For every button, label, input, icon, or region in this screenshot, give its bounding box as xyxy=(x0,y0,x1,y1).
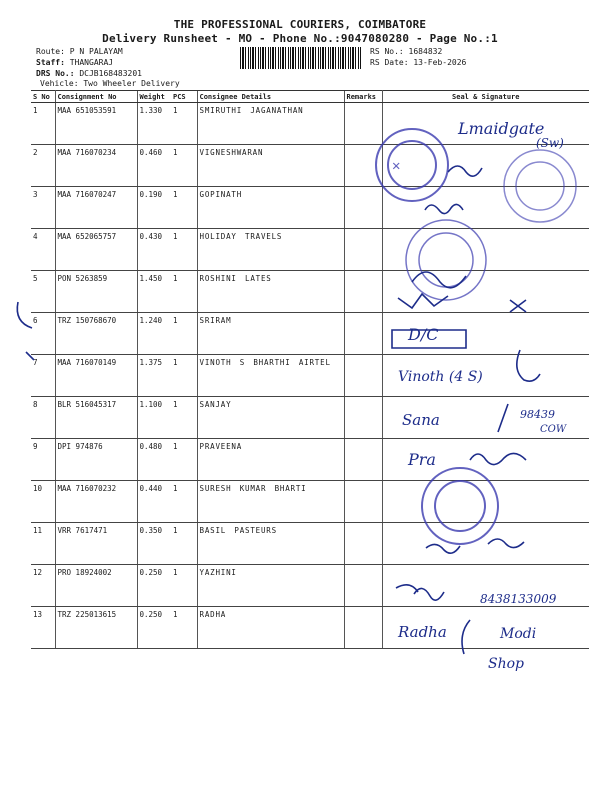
weight-cell: 1.330 xyxy=(137,103,171,145)
consignee-cell: ROSHINI LATES xyxy=(197,271,344,313)
pcs-cell: 1 xyxy=(171,229,197,271)
consignee-cell: YAZHINI xyxy=(197,565,344,607)
remarks-cell xyxy=(344,145,382,187)
row13-signature: Radha xyxy=(398,623,447,641)
remarks-cell xyxy=(344,439,382,481)
route-value: P N PALAYAM xyxy=(69,47,123,56)
vehicle-line xyxy=(40,78,180,89)
remarks-cell xyxy=(344,103,382,145)
signature-cell xyxy=(382,481,589,523)
consignment-no-cell: MAA 716070247 xyxy=(55,187,137,229)
col-weight: Weight xyxy=(137,91,171,103)
col-consignee: Consignee Details xyxy=(197,91,344,103)
sno-cell: 11 xyxy=(31,523,55,565)
rs-no-line xyxy=(370,46,442,57)
signature-cell xyxy=(382,229,589,271)
remarks-cell xyxy=(344,271,382,313)
remarks-cell xyxy=(344,481,382,523)
drs-value: DCJB168483201 xyxy=(79,69,142,78)
vehicle-value: Two Wheeler Delivery xyxy=(83,79,180,88)
col-remarks: Remarks xyxy=(344,91,382,103)
weight-cell: 0.440 xyxy=(137,481,171,523)
signature-cell xyxy=(382,145,589,187)
sno-cell: 5 xyxy=(31,271,55,313)
consignment-no-cell: MAA 652065757 xyxy=(55,229,137,271)
table-row xyxy=(31,607,589,649)
table-row xyxy=(31,565,589,607)
pcs-cell: 1 xyxy=(171,565,197,607)
sno-cell: 2 xyxy=(31,145,55,187)
signature-cell xyxy=(382,313,589,355)
rs-no-value: 1684832 xyxy=(408,47,443,56)
signature-cell xyxy=(382,271,589,313)
pcs-cell: 1 xyxy=(171,397,197,439)
consignee-cell: SRIRAM xyxy=(197,313,344,355)
consignee-cell: PRAVEENA xyxy=(197,439,344,481)
pcs-cell: 1 xyxy=(171,187,197,229)
consignment-no-cell: MAA 716070234 xyxy=(55,145,137,187)
consignee-cell: VINOTH S BHARTHI AIRTEL xyxy=(197,355,344,397)
row13-note: Modi xyxy=(500,626,537,642)
table-row xyxy=(31,271,589,313)
col-pcs: PCS xyxy=(171,91,197,103)
signature-cell xyxy=(382,565,589,607)
consignee-cell: VIGNESHWARAN xyxy=(197,145,344,187)
weight-cell: 1.375 xyxy=(137,355,171,397)
consignment-no-cell: MAA 716070149 xyxy=(55,355,137,397)
table-header-row xyxy=(31,91,589,103)
consignment-no-cell: MAA 651053591 xyxy=(55,103,137,145)
weight-cell: 1.100 xyxy=(137,397,171,439)
rs-date-label: RS Date: xyxy=(370,58,409,67)
col-signature: Seal & Signature xyxy=(382,91,589,103)
rs-no-label: RS No.: xyxy=(370,47,404,56)
table-row xyxy=(31,523,589,565)
consignment-no-cell: PON 5263859 xyxy=(55,271,137,313)
consignment-no-cell: PRO 18924002 xyxy=(55,565,137,607)
company-title: THE PROFESSIONAL COURIERS, COIMBATORE xyxy=(173,18,427,31)
vehicle-label: Vehicle: xyxy=(40,79,79,88)
drs-label: DRS No.: xyxy=(36,69,75,78)
signature-cell xyxy=(382,355,589,397)
row6-dc-mark: D/C xyxy=(408,325,439,344)
pcs-cell: 1 xyxy=(171,313,197,355)
rs-date-line xyxy=(370,57,466,68)
pcs-cell: 1 xyxy=(171,355,197,397)
row8-note2: COW xyxy=(540,424,567,435)
weight-cell: 0.250 xyxy=(137,607,171,649)
runsheet-barcode xyxy=(240,47,362,69)
consignee-cell: GOPINATH xyxy=(197,187,344,229)
sno-cell: 3 xyxy=(31,187,55,229)
staff-line xyxy=(36,57,113,68)
weight-cell: 1.240 xyxy=(137,313,171,355)
table-row xyxy=(31,439,589,481)
remarks-cell xyxy=(344,523,382,565)
weight-cell: 0.190 xyxy=(137,187,171,229)
row12-phone: 8438133009 xyxy=(480,592,557,606)
sno-cell: 6 xyxy=(31,313,55,355)
table-row xyxy=(31,229,589,271)
consignee-cell: SANJAY xyxy=(197,397,344,439)
remarks-cell xyxy=(344,187,382,229)
pcs-cell: 1 xyxy=(171,523,197,565)
consignment-no-cell: TRZ 150768670 xyxy=(55,313,137,355)
weight-cell: 0.250 xyxy=(137,565,171,607)
col-consignment: Consignment No xyxy=(55,91,137,103)
sno-cell: 7 xyxy=(31,355,55,397)
sno-cell: 10 xyxy=(31,481,55,523)
row13-note2: Shop xyxy=(488,656,524,672)
table-row xyxy=(31,313,589,355)
svg-text:✕: ✕ xyxy=(392,158,401,174)
route-line xyxy=(36,46,123,57)
remarks-cell xyxy=(344,313,382,355)
consignment-no-cell: TRZ 225013615 xyxy=(55,607,137,649)
pcs-cell: 1 xyxy=(171,271,197,313)
consignee-cell: SURESH KUMAR BHARTI xyxy=(197,481,344,523)
consignment-no-cell: MAA 716070232 xyxy=(55,481,137,523)
row8-note: 98439 xyxy=(520,408,555,421)
sno-cell: 9 xyxy=(31,439,55,481)
sno-cell: 8 xyxy=(31,397,55,439)
weight-cell: 1.450 xyxy=(137,271,171,313)
consignee-cell: RADHA xyxy=(197,607,344,649)
weight-cell: 0.480 xyxy=(137,439,171,481)
table-row xyxy=(31,397,589,439)
remarks-cell xyxy=(344,355,382,397)
weight-cell: 0.460 xyxy=(137,145,171,187)
signature-cell xyxy=(382,397,589,439)
row9-signature: Pra xyxy=(408,450,436,469)
pcs-cell: 1 xyxy=(171,439,197,481)
staff-label: Staff: xyxy=(36,58,65,67)
col-sno: S No xyxy=(31,91,55,103)
row1-signature: Lmaidgate xyxy=(458,119,545,138)
rs-date-value: 13-Feb-2026 xyxy=(413,58,467,67)
pcs-cell: 1 xyxy=(171,481,197,523)
pcs-cell: 1 xyxy=(171,103,197,145)
staff-value: THANGARAJ xyxy=(69,58,114,67)
sno-cell: 12 xyxy=(31,565,55,607)
signature-cell xyxy=(382,523,589,565)
sno-cell: 1 xyxy=(31,103,55,145)
row7-signature: Vinoth (4 S) xyxy=(398,369,483,385)
signature-cell xyxy=(382,439,589,481)
consignee-cell: SMIRUTHI JAGANATHAN xyxy=(197,103,344,145)
signature-cell xyxy=(382,187,589,229)
remarks-cell xyxy=(344,397,382,439)
pcs-cell: 1 xyxy=(171,607,197,649)
signature-cell xyxy=(382,103,589,145)
consignment-no-cell: VRR 7617471 xyxy=(55,523,137,565)
runsheet-subtitle: Delivery Runsheet - MO - Phone No.:9047080280 - Page No.:1 xyxy=(102,32,498,45)
pcs-cell: 1 xyxy=(171,145,197,187)
remarks-cell xyxy=(344,607,382,649)
delivery-table xyxy=(31,90,589,649)
table-row xyxy=(31,103,589,145)
remarks-cell xyxy=(344,565,382,607)
weight-cell: 0.350 xyxy=(137,523,171,565)
remarks-cell xyxy=(344,229,382,271)
table-row xyxy=(31,145,589,187)
consignee-cell: HOLIDAY TRAVELS xyxy=(197,229,344,271)
signature-cell xyxy=(382,607,589,649)
table-row xyxy=(31,187,589,229)
consignment-no-cell: BLR 516045317 xyxy=(55,397,137,439)
consignment-no-cell: DPI 974876 xyxy=(55,439,137,481)
sno-cell: 13 xyxy=(31,607,55,649)
consignee-cell: BASIL PASTEURS xyxy=(197,523,344,565)
row8-signature: Sana xyxy=(402,411,440,429)
weight-cell: 0.430 xyxy=(137,229,171,271)
table-row xyxy=(31,355,589,397)
row1-signature-extra: (Sw) xyxy=(536,136,564,150)
route-label: Route: xyxy=(36,47,65,56)
table-row xyxy=(31,481,589,523)
sno-cell: 4 xyxy=(31,229,55,271)
